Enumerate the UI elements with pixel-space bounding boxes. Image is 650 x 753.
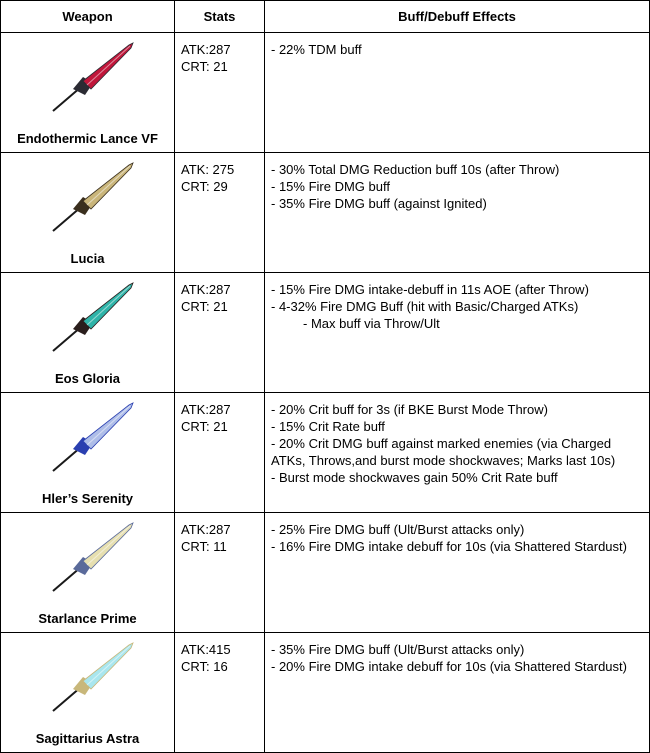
weapon-cell xyxy=(1,513,175,633)
weapon-image xyxy=(33,519,143,597)
atk-value: ATK:287 xyxy=(181,522,231,537)
crt-value: CRT: 11 xyxy=(181,539,227,554)
effects-cell xyxy=(265,513,650,633)
header-weapon: Weapon xyxy=(1,1,175,33)
header-stats: Stats xyxy=(175,1,265,33)
effect-line: - 15% Fire DMG buff xyxy=(271,179,390,194)
weapon-name: Endothermic Lance VF xyxy=(17,131,158,146)
effect-line: - 22% TDM buff xyxy=(271,42,362,57)
effect-line: - 4-32% Fire DMG Buff (hit with Basic/Charged ATKs) xyxy=(271,299,579,314)
weapon-cell xyxy=(1,393,175,513)
effect-line: - 15% Crit Rate buff xyxy=(271,419,385,434)
stats-cell xyxy=(175,513,265,633)
effect-line: - 35% Fire DMG buff (against Ignited) xyxy=(271,196,487,211)
crt-value: CRT: 16 xyxy=(181,659,228,674)
effect-line: - 20% Crit DMG buff against marked enemies (via Charged ATKs, Throws,and burst mode shockwaves; Marks last 10s) xyxy=(271,436,616,468)
atk-value: ATK:287 xyxy=(181,282,231,297)
weapon-image xyxy=(33,279,143,357)
weapon-name: Eos Gloria xyxy=(54,371,121,386)
stats-cell xyxy=(175,393,265,513)
weapon-image xyxy=(33,39,143,117)
effect-line: - Burst mode shockwaves gain 50% Crit Rate buff xyxy=(271,470,558,485)
effects-cell xyxy=(265,273,650,393)
stats-cell xyxy=(175,153,265,273)
weapon-name: Hler’s Serenity xyxy=(41,491,134,506)
stats-cell xyxy=(175,33,265,153)
effect-sub-line: - Max buff via Throw/Ult xyxy=(303,316,440,331)
effect-line: - 15% Fire DMG intake-debuff in 11s AOE (after Throw) xyxy=(271,282,589,297)
weapon-cell xyxy=(1,33,175,153)
stats-cell xyxy=(175,633,265,753)
table-row xyxy=(1,393,650,513)
effects-cell xyxy=(265,33,650,153)
weapon-image xyxy=(33,159,143,237)
crt-value: CRT: 21 xyxy=(181,59,228,74)
stats-cell xyxy=(175,273,265,393)
table-row xyxy=(1,513,650,633)
effects-cell xyxy=(265,393,650,513)
weapon-cell xyxy=(1,153,175,273)
atk-value: ATK: 275 xyxy=(181,162,235,177)
crt-value: CRT: 21 xyxy=(181,299,228,314)
header-row xyxy=(1,1,650,33)
table-row xyxy=(1,633,650,753)
header-effects: Buff/Debuff Effects xyxy=(265,1,650,33)
table-row xyxy=(1,273,650,393)
effects-cell xyxy=(265,633,650,753)
effect-line: - 20% Fire DMG intake debuff for 10s (via Shattered Stardust) xyxy=(271,659,627,674)
weapon-image xyxy=(33,639,143,717)
atk-value: ATK:287 xyxy=(181,402,231,417)
weapon-name: Sagittarius Astra xyxy=(35,731,140,746)
table-row xyxy=(1,153,650,273)
weapon-cell xyxy=(1,273,175,393)
atk-value: ATK:415 xyxy=(181,642,231,657)
crt-value: CRT: 21 xyxy=(181,419,228,434)
weapon-cell xyxy=(1,633,175,753)
effect-line: - 35% Fire DMG buff (Ult/Burst attacks only) xyxy=(271,642,525,657)
weapon-name: Starlance Prime xyxy=(38,611,137,626)
crt-value: CRT: 29 xyxy=(181,179,228,194)
effect-line: - 30% Total DMG Reduction buff 10s (after Throw) xyxy=(271,162,560,177)
effects-cell xyxy=(265,153,650,273)
effect-line: - 25% Fire DMG buff (Ult/Burst attacks only) xyxy=(271,522,525,537)
effect-line: - 16% Fire DMG intake debuff for 10s (via Shattered Stardust) xyxy=(271,539,627,554)
table-row xyxy=(1,33,650,153)
weapon-image xyxy=(33,399,143,477)
effect-line: - 20% Crit buff for 3s (if BKE Burst Mode Throw) xyxy=(271,402,548,417)
atk-value: ATK:287 xyxy=(181,42,231,57)
weapon-name: Lucia xyxy=(70,251,105,266)
